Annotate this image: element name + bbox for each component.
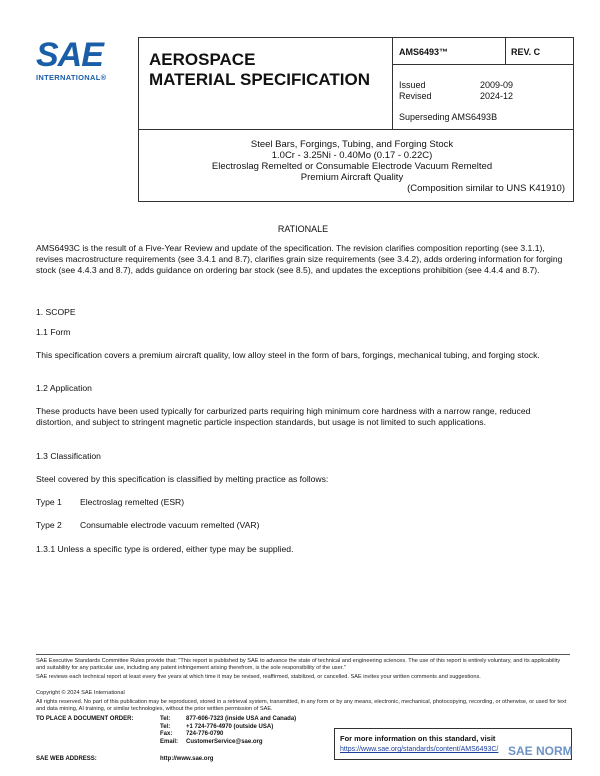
spec-header-box [138, 37, 574, 202]
subject-line: Steel Bars, Forgings, Tubing, and Forging Stock [250, 139, 454, 150]
footer-rights: All rights reserved. No part of this publication may be reproduced, stored in a retrieval system, transmitted, in any form or by any means, electronic, mechanical, photocopying, recording, or otherwise, or used for text and data mining, AI training, or similar technologies, without the prior written permission of SAE. [36, 699, 567, 713]
tel-outside: +1 724-776-4970 (outside USA) [186, 723, 274, 730]
subject-line: (Composition similar to UNS K41910) [407, 183, 565, 194]
spec-subject [139, 139, 565, 194]
tel-label: Tel: [160, 716, 171, 722]
sae-logo [36, 38, 126, 88]
footer-copyright: Copyright © 2024 SAE International [36, 690, 125, 696]
subject-line: Electroslag Remelted or Consumable Electrode Vacuum Remelted [211, 161, 493, 172]
order-label: TO PLACE A DOCUMENT ORDER: [36, 716, 134, 722]
revised-date: 2024-12 [480, 91, 514, 101]
web-label: SAE WEB ADDRESS: [36, 756, 97, 762]
rationale-text: AMS6493C is the result of a Five-Year Review and update of the specification. The revision clarifies composition reporting (see 3.1.1), revises macrostructure requirements (see 3.4.1 and 8.7), clarifies grain size requirements (see 3.4.2), adds ordering information for forging stock (see 4.4.3 and 8.7), adds guidance on ordering bar stock (see 8.5), and updates the exceptions prohibition (see 4.4.4 and 8.7). [36, 243, 563, 275]
header-divider [505, 38, 506, 64]
issued-label: Issued [399, 80, 426, 90]
logo-mark: SAE [36, 36, 103, 74]
logo-subtext: INTERNATIONAL® [36, 73, 107, 82]
section-heading: 1.3 Classification [36, 451, 101, 461]
revised-label: Revised [399, 91, 432, 101]
web-link[interactable]: http://www.sae.org [160, 756, 214, 762]
email-link[interactable]: CustomerService@sae.org [186, 738, 263, 745]
header-divider [392, 38, 393, 129]
section-heading: 1.1 Form [36, 327, 71, 337]
tel-inside: 877-606-7323 (inside USA and Canada) [186, 716, 297, 722]
subject-line: Premium Aircraft Quality [300, 172, 404, 183]
spec-title [149, 50, 370, 90]
footer-rules: SAE Executive Standards Committee Rules provide that: "This report is published by SAE to advance the state of technical and engineering sciences. The use of this report is entirely voluntary, and its applicability and suitability for any particular use, including any patent infringement arising therefrom, is the sole responsibility of the user." [36, 658, 561, 672]
footer-divider [36, 654, 570, 655]
section-text: 1.3.1 Unless a specific type is ordered, either type may be supplied. [36, 544, 294, 554]
spec-title-line2: MATERIAL SPECIFICATION [149, 70, 370, 89]
header-divider [139, 129, 573, 130]
superseding-text: Superseding AMS6493B [399, 112, 498, 122]
watermark: SAE NORM [508, 744, 573, 758]
fax-number: 724-776-0790 [186, 731, 224, 738]
section-heading: 1. SCOPE [36, 307, 76, 317]
type-text: Consumable electrode vacuum remelted (VAR) [80, 520, 260, 530]
spec-number: AMS6493™ [399, 47, 449, 57]
fax-label: Fax: [160, 731, 173, 738]
more-info-title: For more information on this standard, visit [340, 734, 496, 743]
tel-label: Tel: [160, 723, 171, 730]
type-text: Electroslag remelted (ESR) [80, 497, 185, 507]
rationale-heading: RATIONALE [277, 224, 329, 234]
section-text: Steel covered by this specification is classified by melting practice as follows: [36, 474, 329, 484]
more-info-link[interactable]: https://www.sae.org/standards/content/AMS6493C/ [340, 746, 499, 753]
spec-title-line1: AEROSPACE [149, 50, 256, 69]
footer-review: SAE reviews each technical report at least every five years at which time it may be revised, reaffirmed, stabilized, or cancelled. SAE invites your written comments and suggestions. [36, 674, 481, 680]
section-heading: 1.2 Application [36, 383, 92, 393]
section-text: This specification covers a premium aircraft quality, low alloy steel in the form of bars, forgings, mechanical tubing, and forging stock. [36, 350, 540, 360]
type-label: Type 2 [36, 520, 62, 530]
subject-line: 1.0Cr - 3.25Ni - 0.40Mo (0.17 - 0.22C) [271, 150, 433, 161]
issued-date: 2009-09 [480, 80, 514, 90]
header-divider [392, 64, 573, 65]
revision-label: REV. C [511, 47, 541, 57]
section-text: These products have been used typically for carburized parts requiring high minimum core hardness with a narrow range, reduced distortion, and subject to stringent magnetic particle inspection standards, but usage is not limited to such applications. [36, 406, 531, 427]
email-label: Email: [160, 738, 179, 745]
type-label: Type 1 [36, 497, 62, 507]
